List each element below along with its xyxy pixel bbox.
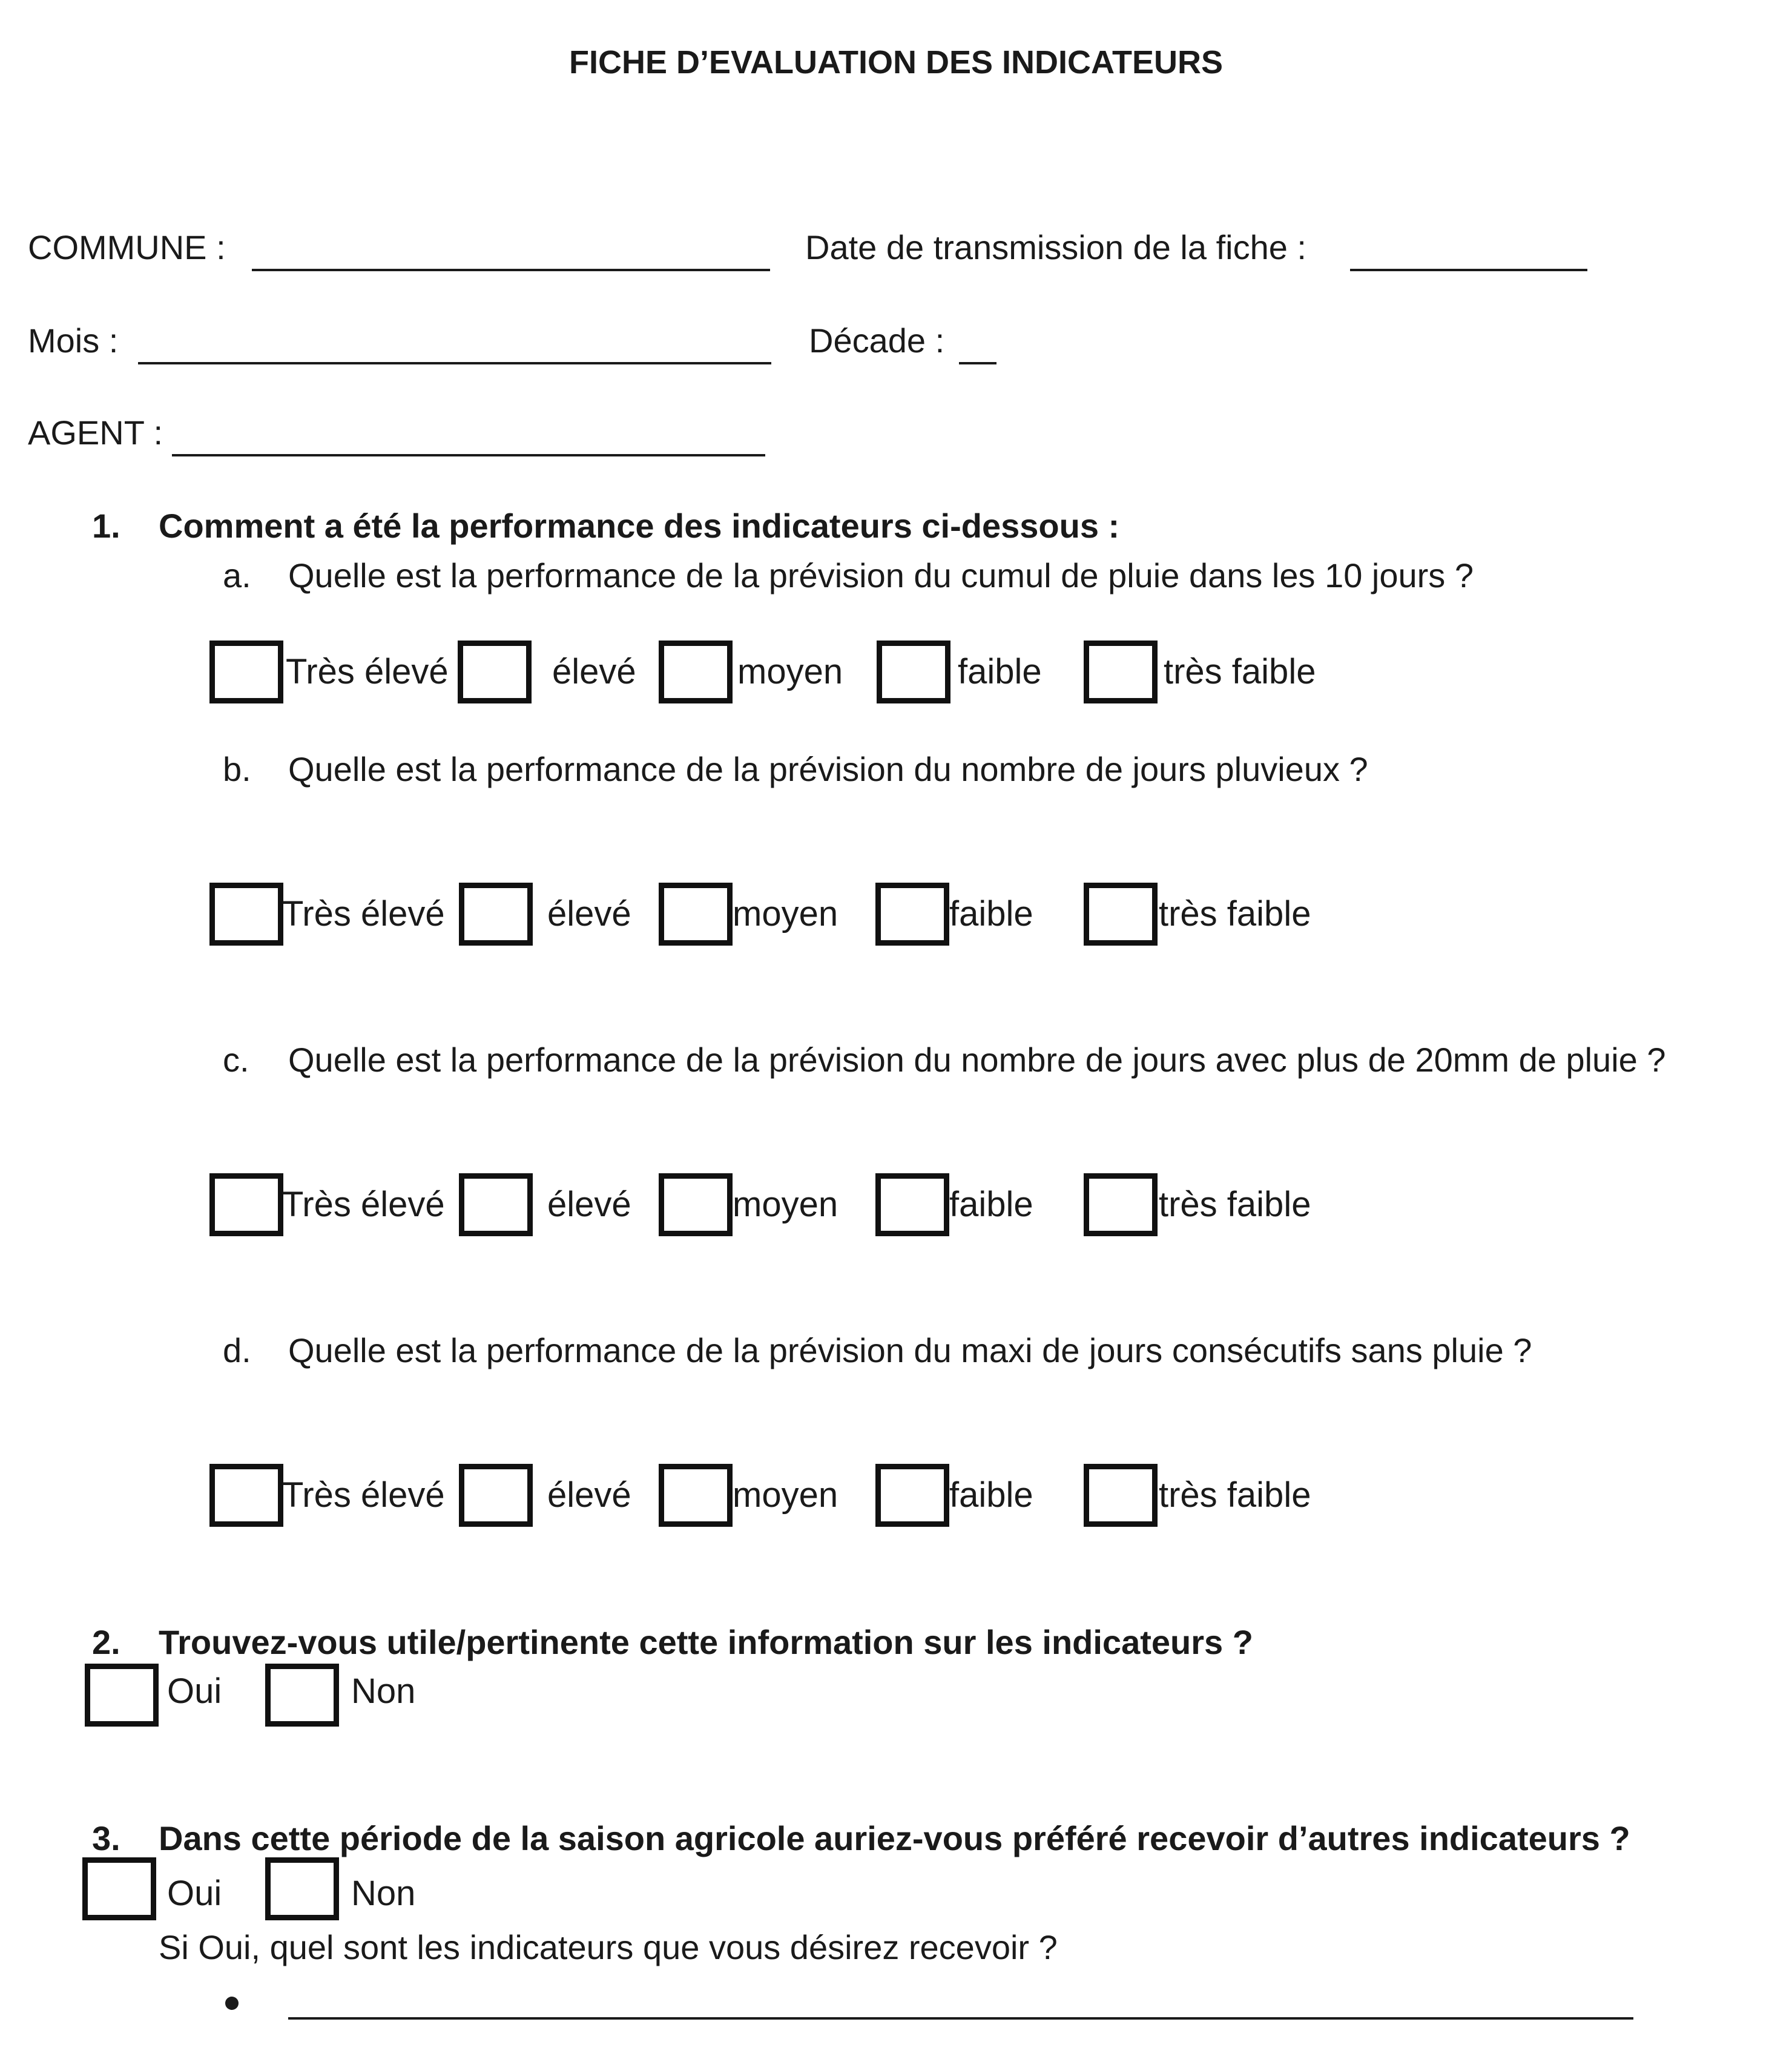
date-field[interactable] [1350, 269, 1587, 271]
q1b-letter: b. [223, 750, 251, 788]
q1c-checkbox-eleve[interactable] [459, 1173, 533, 1236]
q1d-option-label: très faible [1159, 1475, 1311, 1515]
q1b-text: Quelle est la performance de la prévision du nombre de jours pluvieux ? [288, 750, 1368, 788]
q1b-option-label: très faible [1159, 894, 1311, 934]
q1a-option-label: élevé [552, 652, 636, 691]
q1c-option-label: très faible [1159, 1185, 1311, 1224]
q1d-option-label: moyen [733, 1475, 838, 1515]
q3-no-checkbox[interactable] [265, 1857, 339, 1920]
q1c-checkbox-tres-faible[interactable] [1084, 1173, 1158, 1236]
mois-field[interactable] [138, 362, 771, 364]
q1d-checkbox-tres-eleve[interactable] [209, 1464, 283, 1527]
q2-number: 2. [92, 1623, 120, 1661]
q3-yes-label: Oui [167, 1874, 222, 1913]
mois-label: Mois : [28, 321, 119, 360]
q2-text: Trouvez-vous utile/pertinente cette information sur les indicateurs ? [159, 1623, 1253, 1661]
bullet-icon [225, 1997, 239, 2010]
q1c-option-label: faible [949, 1185, 1033, 1224]
q1b-option-label: élevé [547, 894, 631, 934]
q3-text: Dans cette période de la saison agricole auriez-vous préféré recevoir d’autres indicateurs ? [159, 1819, 1630, 1857]
q1c-letter: c. [223, 1041, 249, 1079]
q1c-checkbox-moyen[interactable] [659, 1173, 733, 1236]
q1c-checkbox-tres-eleve[interactable] [209, 1173, 283, 1236]
q1d-checkbox-faible[interactable] [875, 1464, 949, 1527]
q1c-checkbox-faible[interactable] [875, 1173, 949, 1236]
q1a-checkbox-tres-eleve[interactable] [209, 641, 283, 703]
q1d-checkbox-moyen[interactable] [659, 1464, 733, 1527]
q1-text: Comment a été la performance des indicateurs ci-dessous : [159, 507, 1120, 545]
q1c-option-label: Très élevé [282, 1185, 445, 1224]
q1d-letter: d. [223, 1331, 251, 1369]
agent-field[interactable] [172, 454, 765, 456]
q1a-option-label: moyen [737, 652, 843, 691]
q1a-letter: a. [223, 556, 251, 594]
q3-no-label: Non [351, 1874, 416, 1913]
decade-field[interactable] [959, 362, 996, 364]
q1a-checkbox-faible[interactable] [877, 641, 950, 703]
q1a-option-label: faible [958, 652, 1042, 691]
q1a-option-label: très faible [1164, 652, 1316, 691]
q3-followup: Si Oui, quel sont les indicateurs que vous désirez recevoir ? [159, 1928, 1058, 1966]
q1-number: 1. [92, 507, 120, 545]
q2-yes-checkbox[interactable] [85, 1664, 159, 1727]
indicator-answer-field[interactable] [288, 2017, 1633, 2020]
q1a-checkbox-moyen[interactable] [659, 641, 733, 703]
commune-field[interactable] [252, 269, 770, 271]
q1d-checkbox-eleve[interactable] [459, 1464, 533, 1527]
q1a-checkbox-eleve[interactable] [458, 641, 532, 703]
q1c-text: Quelle est la performance de la prévision du nombre de jours avec plus de 20mm de pluie ? [288, 1041, 1666, 1079]
q2-no-checkbox[interactable] [265, 1664, 339, 1727]
q1b-option-label: moyen [733, 894, 838, 934]
q1b-checkbox-moyen[interactable] [659, 883, 733, 946]
q1b-option-label: faible [949, 894, 1033, 934]
q2-yes-label: Oui [167, 1671, 222, 1711]
q1b-checkbox-faible[interactable] [875, 883, 949, 946]
agent-label: AGENT : [28, 413, 163, 452]
decade-label: Décade : [809, 321, 945, 360]
q1d-option-label: élevé [547, 1475, 631, 1515]
q1b-option-label: Très élevé [282, 894, 445, 934]
commune-label: COMMUNE : [28, 228, 226, 266]
q1a-checkbox-tres-faible[interactable] [1084, 641, 1158, 703]
q2-no-label: Non [351, 1671, 416, 1711]
q1b-checkbox-tres-eleve[interactable] [209, 883, 283, 946]
q3-yes-checkbox[interactable] [82, 1857, 156, 1920]
q1b-checkbox-eleve[interactable] [459, 883, 533, 946]
q1d-option-label: faible [949, 1475, 1033, 1515]
date-label: Date de transmission de la fiche : [805, 228, 1306, 266]
q1c-option-label: moyen [733, 1185, 838, 1224]
q1d-text: Quelle est la performance de la prévision du maxi de jours consécutifs sans pluie ? [288, 1331, 1532, 1369]
q3-number: 3. [92, 1819, 120, 1857]
q1d-checkbox-tres-faible[interactable] [1084, 1464, 1158, 1527]
q1d-option-label: Très élevé [282, 1475, 445, 1515]
page-title: FICHE D’EVALUATION DES INDICATEURS [568, 44, 1224, 81]
q1b-checkbox-tres-faible[interactable] [1084, 883, 1158, 946]
q1a-text: Quelle est la performance de la prévision du cumul de pluie dans les 10 jours ? [288, 556, 1474, 594]
q1c-option-label: élevé [547, 1185, 631, 1224]
q1a-option-label: Très élevé [286, 652, 449, 691]
